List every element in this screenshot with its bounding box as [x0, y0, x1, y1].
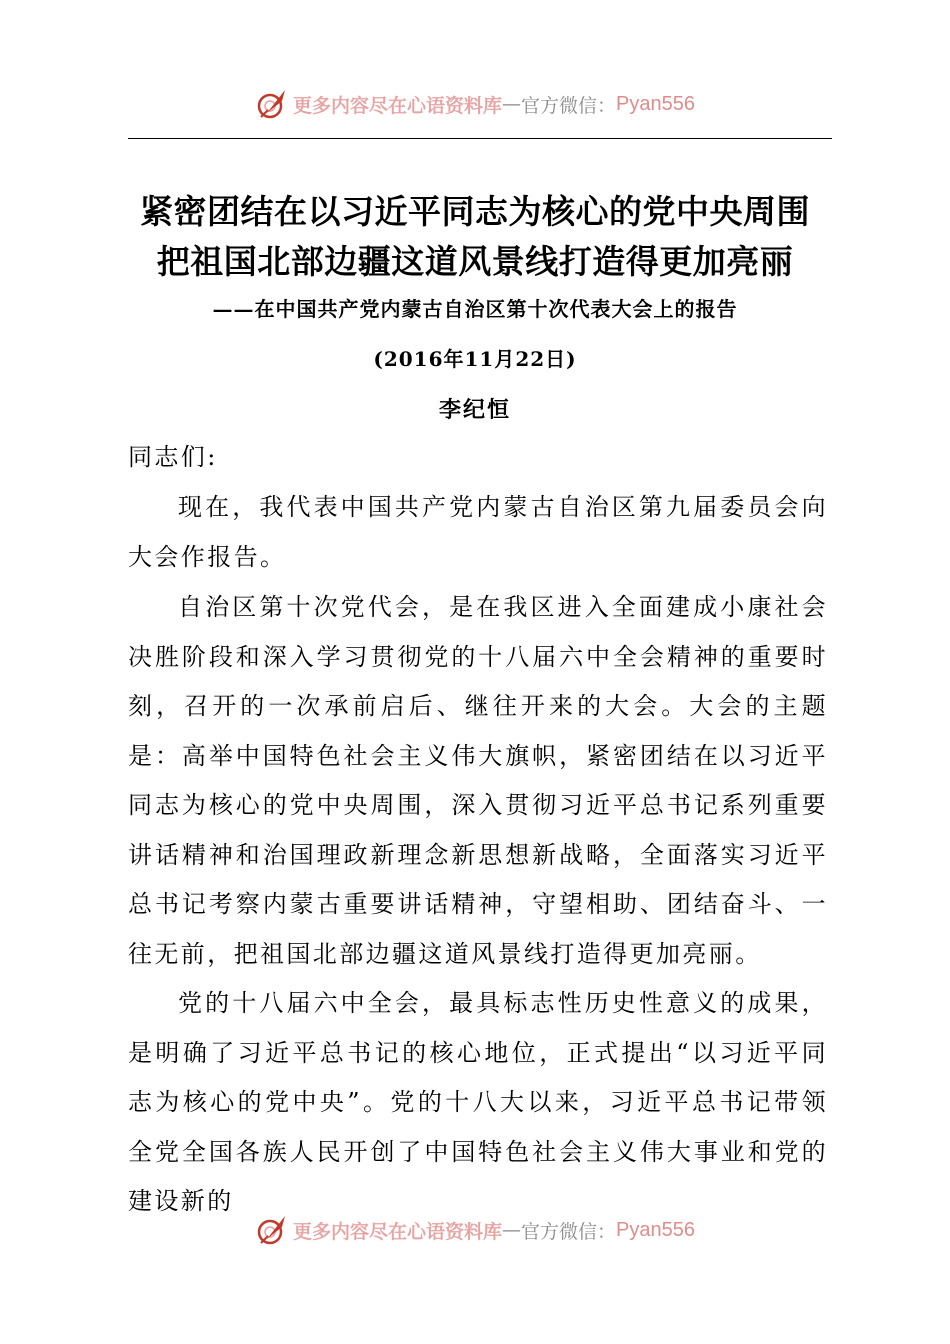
banner-wechat-label: 官方微信：: [521, 94, 617, 117]
document-title-line-1: 紧密团结在以习近平同志为核心的党中央周围: [140, 192, 810, 231]
banner-separator: —: [502, 1219, 522, 1241]
banner-site-text: 更多内容尽在心语资料库: [293, 94, 503, 117]
paragraph-text: 党的十八届六中全会，最具标志性历史性意义的成果，是明确了习近平总书记的核心地位，正式提出“以习近平同志为核心的党中央”。党的十八大以来，习近平总书记带领全党全国各族人民开创了中国特色社会主义伟大事业和党的建设新的: [128, 989, 828, 1215]
banner-wechat-label: 官方微信：: [521, 1220, 617, 1243]
quill-pen-logo-icon: [255, 1213, 289, 1247]
banner-wechat-id: Pyan556: [616, 92, 695, 115]
quill-pen-logo-icon: [255, 87, 289, 121]
salutation: 同志们:: [128, 443, 218, 471]
header-divider: [128, 138, 832, 139]
paragraph-text: 现在，我代表中国共产党内蒙古自治区第九届委员会向大会作报告。: [128, 493, 828, 571]
paragraph-2: [128, 583, 828, 979]
document-subtitle: ——在中国共产党内蒙古自治区第十次代表大会上的报告: [212, 297, 738, 321]
banner-wechat-id: Pyan556: [616, 1218, 695, 1241]
footer-banner[interactable]: [0, 1210, 950, 1250]
paragraph-1: [128, 483, 828, 582]
document-author: 李纪恒: [438, 397, 511, 423]
document-title-line-2: 把祖国北部边疆这道风景线打造得更加亮丽: [156, 242, 794, 281]
banner-separator: —: [502, 93, 522, 115]
paragraph-text: 自治区第十次党代会，是在我区进入全面建成小康社会决胜阶段和深入学习贯彻党的十八届六中全会精神的重要时刻，召开的一次承前启后、继往开来的大会。大会的主题是：高举中国特色社会主义伟大旗帜，紧密团结在以习近平同志为核心的党中央周围，深入贯彻习近平总书记系列重要讲话精神和治国理政新理念新思想新战略，全面落实习近平总书记考察内蒙古重要讲话精神，守望相助、团结奋斗、一往无前，把祖国北部边疆这道风景线打造得更加亮丽。: [128, 593, 828, 968]
paragraph-3: [128, 979, 828, 1227]
document-date: (2016年11月22日): [373, 347, 577, 371]
header-banner[interactable]: [0, 84, 950, 124]
banner-site-text: 更多内容尽在心语资料库: [293, 1220, 503, 1243]
